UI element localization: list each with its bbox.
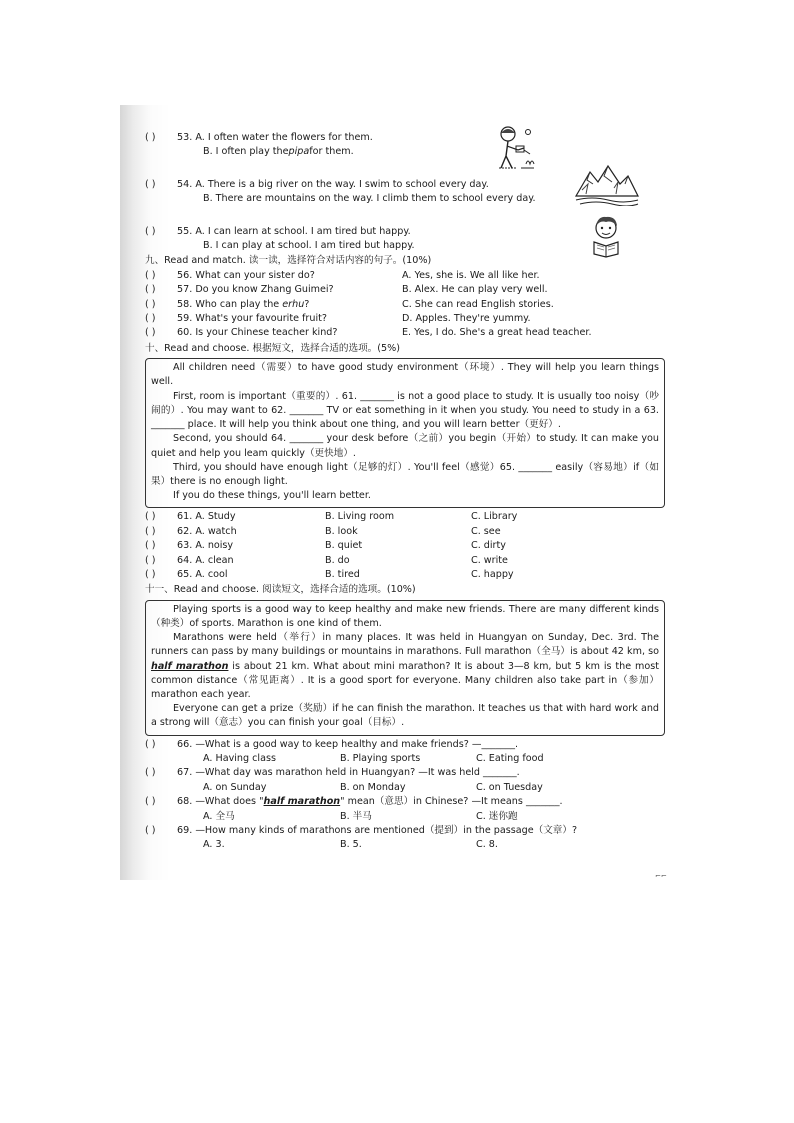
match-row-59: ( ) 59. What's your favourite fruit? D. Apples. They're yummy.: [145, 312, 665, 326]
question-69: ( ) 69. —How many kinds of marathons are mentioned（提到）in the passage（文章）? A. 3. B. 5. C. 8.: [145, 825, 578, 851]
answer-blank[interactable]: ( ): [145, 313, 156, 325]
answer-blank[interactable]: ( ): [145, 568, 156, 580]
section-11-title: 十一、Read and choose. 阅读短文，选择合适的选项。(10%): [145, 584, 416, 596]
reading-passage-2: Playing sports is a good way to keep healthy and make new friends. There are many different kinds（种类）of sports. Marathon is one kind of them. Marathons were held（举行）in many places. It was held in Huangyan on Sunday, Dec. 3rd. The runners can pass by many buildings or mountains in marathons. Full marathon（全马）is about 42 km, so half marathon is about 21 km. What about mini marathon? It is about 3—8 km, but 5 km is the most common distance（常见距离）. It is a good sport for everyone. Many children also take part in（参加）marathon each year. Everyone can get a prize（奖励）if he can finish the marathon. It teaches us that with hard work and a strong will（意志）you can finish your goal（目标）.: [145, 600, 665, 736]
answer-blank[interactable]: ( ): [145, 327, 156, 339]
questions-list-2: [145, 738, 665, 853]
answer-blank[interactable]: ( ): [145, 284, 156, 296]
option-row-61: ( ) 61. A. Study B. Living room C. Library: [145, 510, 665, 524]
answer-blank[interactable]: ( ): [145, 132, 156, 143]
match-list: [145, 269, 665, 341]
scan-mark: ⌐⌐: [655, 872, 667, 880]
answer-blank[interactable]: ( ): [145, 825, 156, 837]
question-53: ( ) 53. A. I often water the flowers for them. B. I often play the pipa for them.: [145, 132, 373, 158]
answer-blank[interactable]: ( ): [145, 525, 156, 537]
option-row-64: ( ) 64. A. clean B. do C. write: [145, 554, 665, 568]
question-68: ( ) 68. —What does " half marathon " mean（意思）in Chinese? —It means _______. A. 全马 B. 半马 C. 迷你跑: [145, 796, 563, 822]
answer-blank[interactable]: ( ): [145, 554, 156, 566]
option-row-63: ( ) 63. A. noisy B. quiet C. dirty: [145, 539, 665, 553]
answer-blank[interactable]: ( ): [145, 269, 156, 281]
section-10-title: 十、Read and choose. 根据短文，选择合适的选项。(5%): [145, 342, 400, 354]
answer-blank[interactable]: ( ): [145, 298, 156, 310]
answer-blank[interactable]: ( ): [145, 796, 156, 808]
match-row-57: ( ) 57. Do you know Zhang Guimei? B. Alex. He can play very well.: [145, 283, 665, 297]
question-55: ( ) 55. A. I can learn at school. I am tired but happy. B. I can play at school. I am tired but happy.: [145, 225, 415, 252]
match-row-60: ( ) 60. Is your Chinese teacher kind? E. Yes, I do. She's a great head teacher.: [145, 326, 665, 340]
reading-passage-1: All children need（需要）to have good study environment（环境）. They will help you learn things well. First, room is important（重要的）. 61. _______ is not a good place to study. It is usually too noisy（吵闹的）. You may want to 62. _______ TV or eat something in it when you study. You need to study in a 63. _______ place. It will help you think about one thing, and you will learn better（更好）. Second, you should 64. _______ your desk before（之前）you begin（开始）to study. It can make you quiet and help you leam quickly（更快地）. Third, you should have enough light（足够的灯）. You'll feel（感觉）65. _______ easily（容易地）if（如果）there is no enough light. If you do these things, you'll learn better.: [145, 358, 665, 508]
match-row-56: ( ) 56. What can your sister do? A. Yes, she is. We all like her.: [145, 269, 665, 283]
match-row-58: ( ) 58. Who can play the erhu? C. She can read English stories.: [145, 298, 665, 312]
question-66: ( ) 66. —What is a good way to keep healthy and make friends? —_______. A. Having class B. Playing sports C. Eating food: [145, 738, 544, 764]
option-row-62: ( ) 62. A. watch B. look C. see: [145, 525, 665, 539]
section-9-title: 九、Read and match. 读一读，选择符合对话内容的句子。(10%): [145, 255, 432, 267]
options-list-1: [145, 510, 665, 582]
worksheet-content: [145, 131, 665, 853]
answer-blank[interactable]: ( ): [145, 767, 156, 779]
question-54: ( ) 54. A. There is a big river on the way. I swim to school every day. B. There are mountains on the way. I climb them to school every day.: [145, 178, 536, 205]
option-row-65: ( ) 65. A. cool B. tired C. happy: [145, 568, 665, 582]
question-67: ( ) 67. —What day was marathon held in Huangyan? —It was held _______. A. on Sunday B. on Monday C. on Tuesday: [145, 767, 543, 793]
answer-blank[interactable]: ( ): [145, 178, 156, 190]
answer-blank[interactable]: ( ): [145, 738, 156, 750]
answer-blank[interactable]: ( ): [145, 540, 156, 552]
answer-blank[interactable]: ( ): [145, 511, 156, 523]
answer-blank[interactable]: ( ): [145, 225, 156, 237]
